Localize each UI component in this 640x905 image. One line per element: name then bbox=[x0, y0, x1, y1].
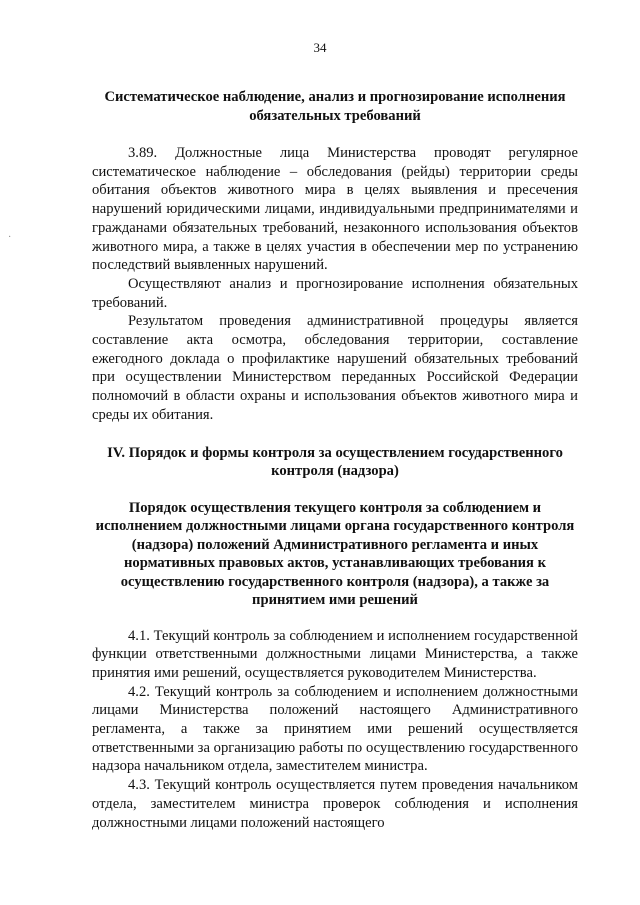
section-heading-monitoring: Систематическое наблюдение, анализ и прогнозирование исполнения обязательных требований bbox=[104, 89, 566, 124]
paragraph-4-1: 4.1. Текущий контроль за соблюдением и исполнением государственной функции ответственными должностными лицами Министерства, а также принятия ими решений, осуществляется руководителем Министерства. bbox=[92, 627, 578, 681]
page-number: 34 bbox=[313, 40, 327, 55]
margin-mark: · bbox=[8, 232, 12, 243]
paragraph-4-3: 4.3. Текущий контроль осуществляется путем проведения начальником отдела, заместителем министра проверок соблюдения и исполнения должностными лицами положений настоящего bbox=[92, 777, 578, 831]
chapter-heading-iv: IV. Порядок и формы контроля за осуществлением государственного контроля (надзора) bbox=[107, 444, 563, 480]
section-heading-current-control: Порядок осуществления текущего контроля за соблюдением и исполнением должностными лицами органа государственного контроля (надзора) положений Административного регламента и иных нормативных правовых актов, устанавливающих требования к осуществлению государственного контроля (надзора), а также за принятием ими решений bbox=[95, 499, 575, 609]
paragraph-4-2: 4.2. Текущий контроль за соблюдением и исполнением должностными лицами Министерства положений настоящего Административного регламента, а также за принятием ими решений осуществляется ответственными за организацию работы по осуществлению государственного надзора начальником отдела, заместителем министра. bbox=[92, 683, 578, 775]
paragraph-result: Результатом проведения административной процедуры является составление акта осмотра, обследования территории, составление ежегодного доклада о профилактике нарушений обязательных требований при осуществлении Министерством переданных Российской Федерации полномочий в области охраны и использования объектов животного мира и среды их обитания. bbox=[92, 313, 578, 423]
paragraph-3-89: 3.89. Должностные лица Министерства проводят регулярное систематическое наблюдение – обследования (рейды) территории среды обитания объектов животного мира в целях выявления и пресечения нарушений юридическими лицами, индивидуальными предпринимателями и гражданами обязательных требований, незаконного использования объектов животного мира, а также в целях участия в обеспечении мер по устранению последствий выявленных нарушений. bbox=[92, 145, 578, 274]
paragraph-analysis: Осуществляют анализ и прогнозирование исполнения обязательных требований. bbox=[92, 275, 578, 311]
document-body bbox=[92, 88, 578, 832]
